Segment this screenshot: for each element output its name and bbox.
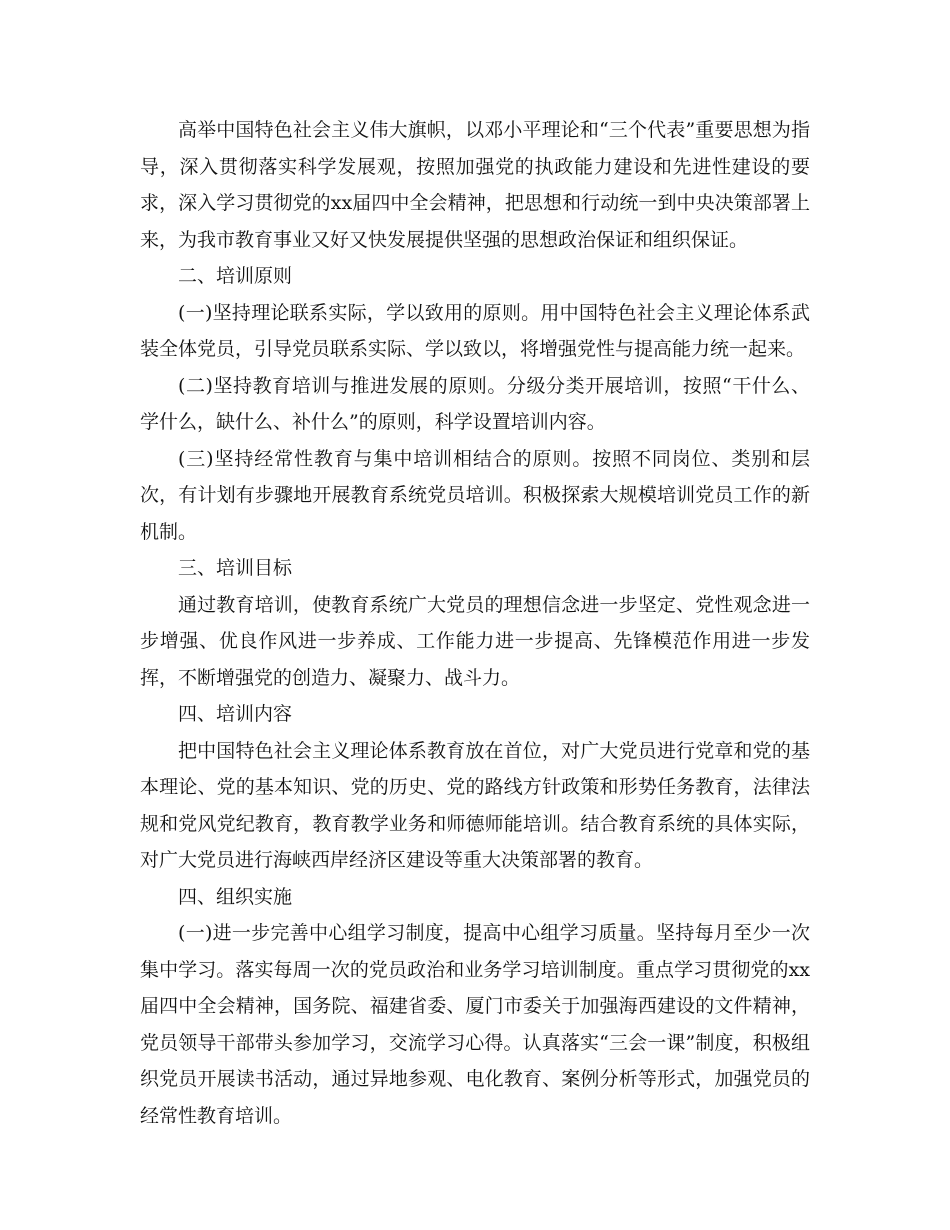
paragraph-goals: 通过教育培训，使教育系统广大党员的理想信念进一步坚定、党性观念进一步增强、优良作风进一步养成、工作能力进一步提高、先锋模范作用进一步发挥，不断增强党的创造力、凝聚力、战斗力。 bbox=[140, 593, 810, 689]
paragraph-intro: 高举中国特色社会主义伟大旗帜，以邓小平理论和“三个代表”重要思想为指导，深入贯彻落实科学发展观，按照加强党的执政能力建设和先进性建设的要求，深入学习贯彻党的xx届四中全会精神，把思想和行动统一到中央决策部署上来，为我市教育事业又好又快发展提供坚强的思想政治保证和组织保证。 bbox=[140, 119, 810, 251]
section-heading-content: 四、培训内容 bbox=[178, 703, 293, 725]
paragraph-content: 把中国特色社会主义理论体系教育放在首位，对广大党员进行党章和党的基本理论、党的基本知识、党的历史、党的路线方针政策和形势任务教育，法律法规和党风党纪教育，教育教学业务和师德师能培训。结合教育系统的具体实际，对广大党员进行海峡西岸经济区建设等重大决策部署的教育。 bbox=[140, 739, 810, 871]
document-body bbox=[140, 112, 810, 1134]
paragraph-implementation-1: (一)进一步完善中心组学习制度，提高中心组学习质量。坚持每月至少一次集中学习。落实每周一次的党员政治和业务学习培训制度。重点学习贯彻党的xx届四中全会精神，国务院、福建省委、厦门市委关于加强海西建设的文件精神，党员领导干部带头参加学习，交流学习心得。认真落实“三会一课”制度，积极组织党员开展读书活动，通过异地参观、电化教育、案例分析等形式，加强党员的经常性教育培训。 bbox=[140, 922, 810, 1127]
paragraph-principle-2: (二)坚持教育培训与推进发展的原则。分级分类开展培训，按照“干什么、学什么，缺什么、补什么”的原则，科学设置培训内容。 bbox=[140, 374, 810, 433]
paragraph-principle-3: (三)坚持经常性教育与集中培训相结合的原则。按照不同岗位、类别和层次，有计划有步骤地开展教育系统党员培训。积极探索大规模培训党员工作的新机制。 bbox=[140, 447, 810, 543]
paragraph-principle-1: (一)坚持理论联系实际，学以致用的原则。用中国特色社会主义理论体系武装全体党员，引导党员联系实际、学以致以，将增强党性与提高能力统一起来。 bbox=[140, 301, 810, 360]
section-heading-goals: 三、培训目标 bbox=[178, 557, 293, 579]
section-heading-principles: 二、培训原则 bbox=[178, 265, 293, 287]
section-heading-implementation: 四、组织实施 bbox=[178, 885, 293, 908]
